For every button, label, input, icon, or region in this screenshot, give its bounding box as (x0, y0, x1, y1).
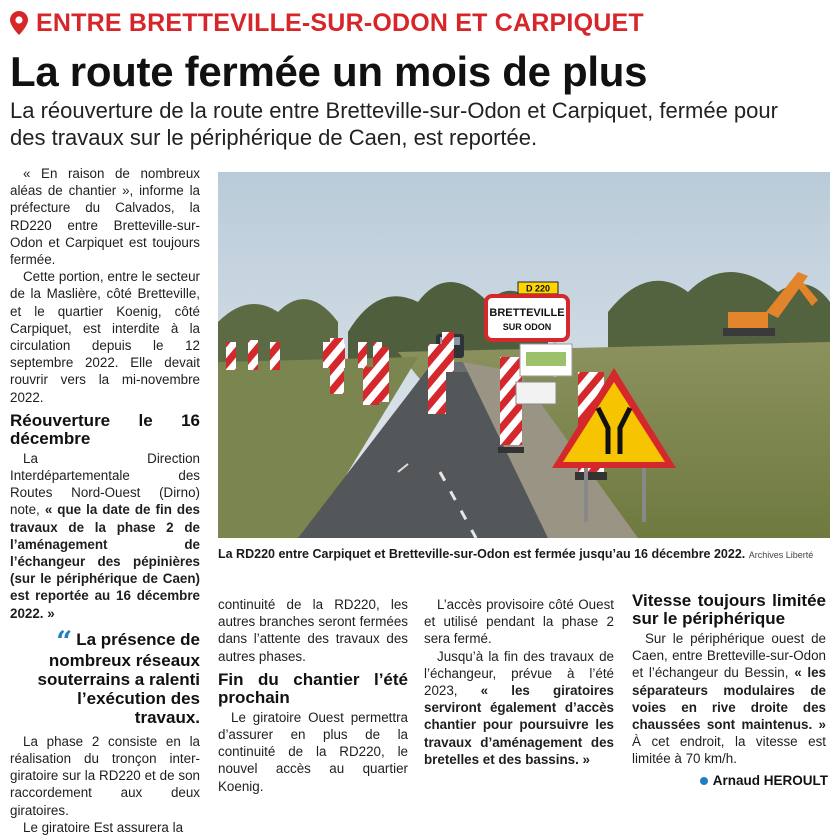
sign-town-line2: SUR ODON (502, 322, 552, 332)
col3-paragraph: Jusqu’à la fin des travaux de l’échangeur, prévue à l’été 2023, « les giratoires serviront également d’accès chantier pour poursuivre les travaux d’aménagement des bretelles et des bassins. » (424, 648, 615, 767)
col1-paragraph: Le giratoire Est assurera la (23, 819, 184, 835)
headline: La route fermée un mois de plus (10, 48, 648, 95)
col1-subhead: Réouverture le 16 décembre (10, 410, 200, 448)
column-2 (218, 596, 408, 795)
col4-paragraph: Sur le périphérique ouest de Caen, entre Bretteville-sur-Odon et l’échangeur du Bessin, « les séparateurs modulaires de voies en rive droite des chaussées sont maintenus. » À cet endroit, la vitesse est limitée à 70 km/h. (632, 631, 826, 767)
location-pin-icon (10, 11, 28, 35)
col2-paragraph: continuité de la RD220, les autres branches seront fermées dans l’attente des travaux des autres phases. (218, 597, 408, 664)
kicker-text: ENTRE BRETTEVILLE-SUR-ODON ET CARPIQUET (36, 8, 644, 37)
col1-paragraph: La Direction Interdépartementale des Routes Nord-Ouest (Dirno) note, « que la date de fin des travaux de la phase 2 de l’aménagement de l’échangeur des pépinières (sur le périphérique de Caen) est reportée au 16 décembre 2022. » (10, 450, 200, 621)
column-3 (424, 596, 614, 768)
col2-subhead: Fin du chantier l’été prochain (218, 669, 408, 707)
col1-paragraph: « En raison de nombreux aléas de chantier », informe la préfecture du Calvados, la RD220 entre Bretteville-sur-Odon et Carpiquet est toujours fermée. (10, 166, 200, 268)
quote-icon: “ (56, 624, 73, 658)
sign-road-number: D 220 (525, 283, 551, 294)
sign-town-line1: BRETTEVILLE (489, 307, 565, 319)
col3-paragraph: L’accès provisoire côté Ouest et utilisé pendant la phase 2 sera fermé. (424, 597, 614, 647)
col1-paragraph: Cette portion, entre le secteur de la Maslière, côté Bretteville, et le quartier Koenig, côté Carpiquet, est interdite à la circulation depuis le 12 septembre 2022. Elle devait rouvrir vers la mi-novembre 2022. (10, 269, 200, 405)
col4-subhead: Vitesse toujours limitée sur le périphérique (632, 591, 826, 628)
caption-text: La RD220 entre Carpiquet et Bretteville-sur-Odon est fermée jusqu’au 16 décembre 2022. (218, 547, 746, 561)
kicker (10, 8, 644, 38)
author-name: Arnaud HEROULT (712, 773, 828, 788)
photo-caption (218, 546, 830, 563)
bullet-icon (700, 777, 708, 785)
col1-paragraph: La phase 2 consiste en la réalisation du tronçon inter-giratoire sur la RD220 et de son raccordement aux deux giratoires. (10, 733, 200, 818)
photo-credit: Archives Liberté (748, 550, 814, 560)
pull-quote: “ La présence de nombreux réseaux souterrains a ralenti l’exécution des travaux. (37, 624, 200, 727)
column-1 (10, 165, 200, 836)
col2-paragraph: Le giratoire Ouest permettra d’assurer en plus de la continuité de la RD220, le nouvel accès au quartier Koenig. (218, 709, 408, 794)
deck: La réouverture de la route entre Bretteville-sur-Odon et Carpiquet, fermée pour des travaux sur le périphérique de Caen, est reportée. (10, 98, 778, 150)
byline (700, 773, 828, 788)
column-4 (632, 592, 826, 768)
road-closure-photo (218, 172, 830, 538)
article-photo (218, 172, 830, 538)
